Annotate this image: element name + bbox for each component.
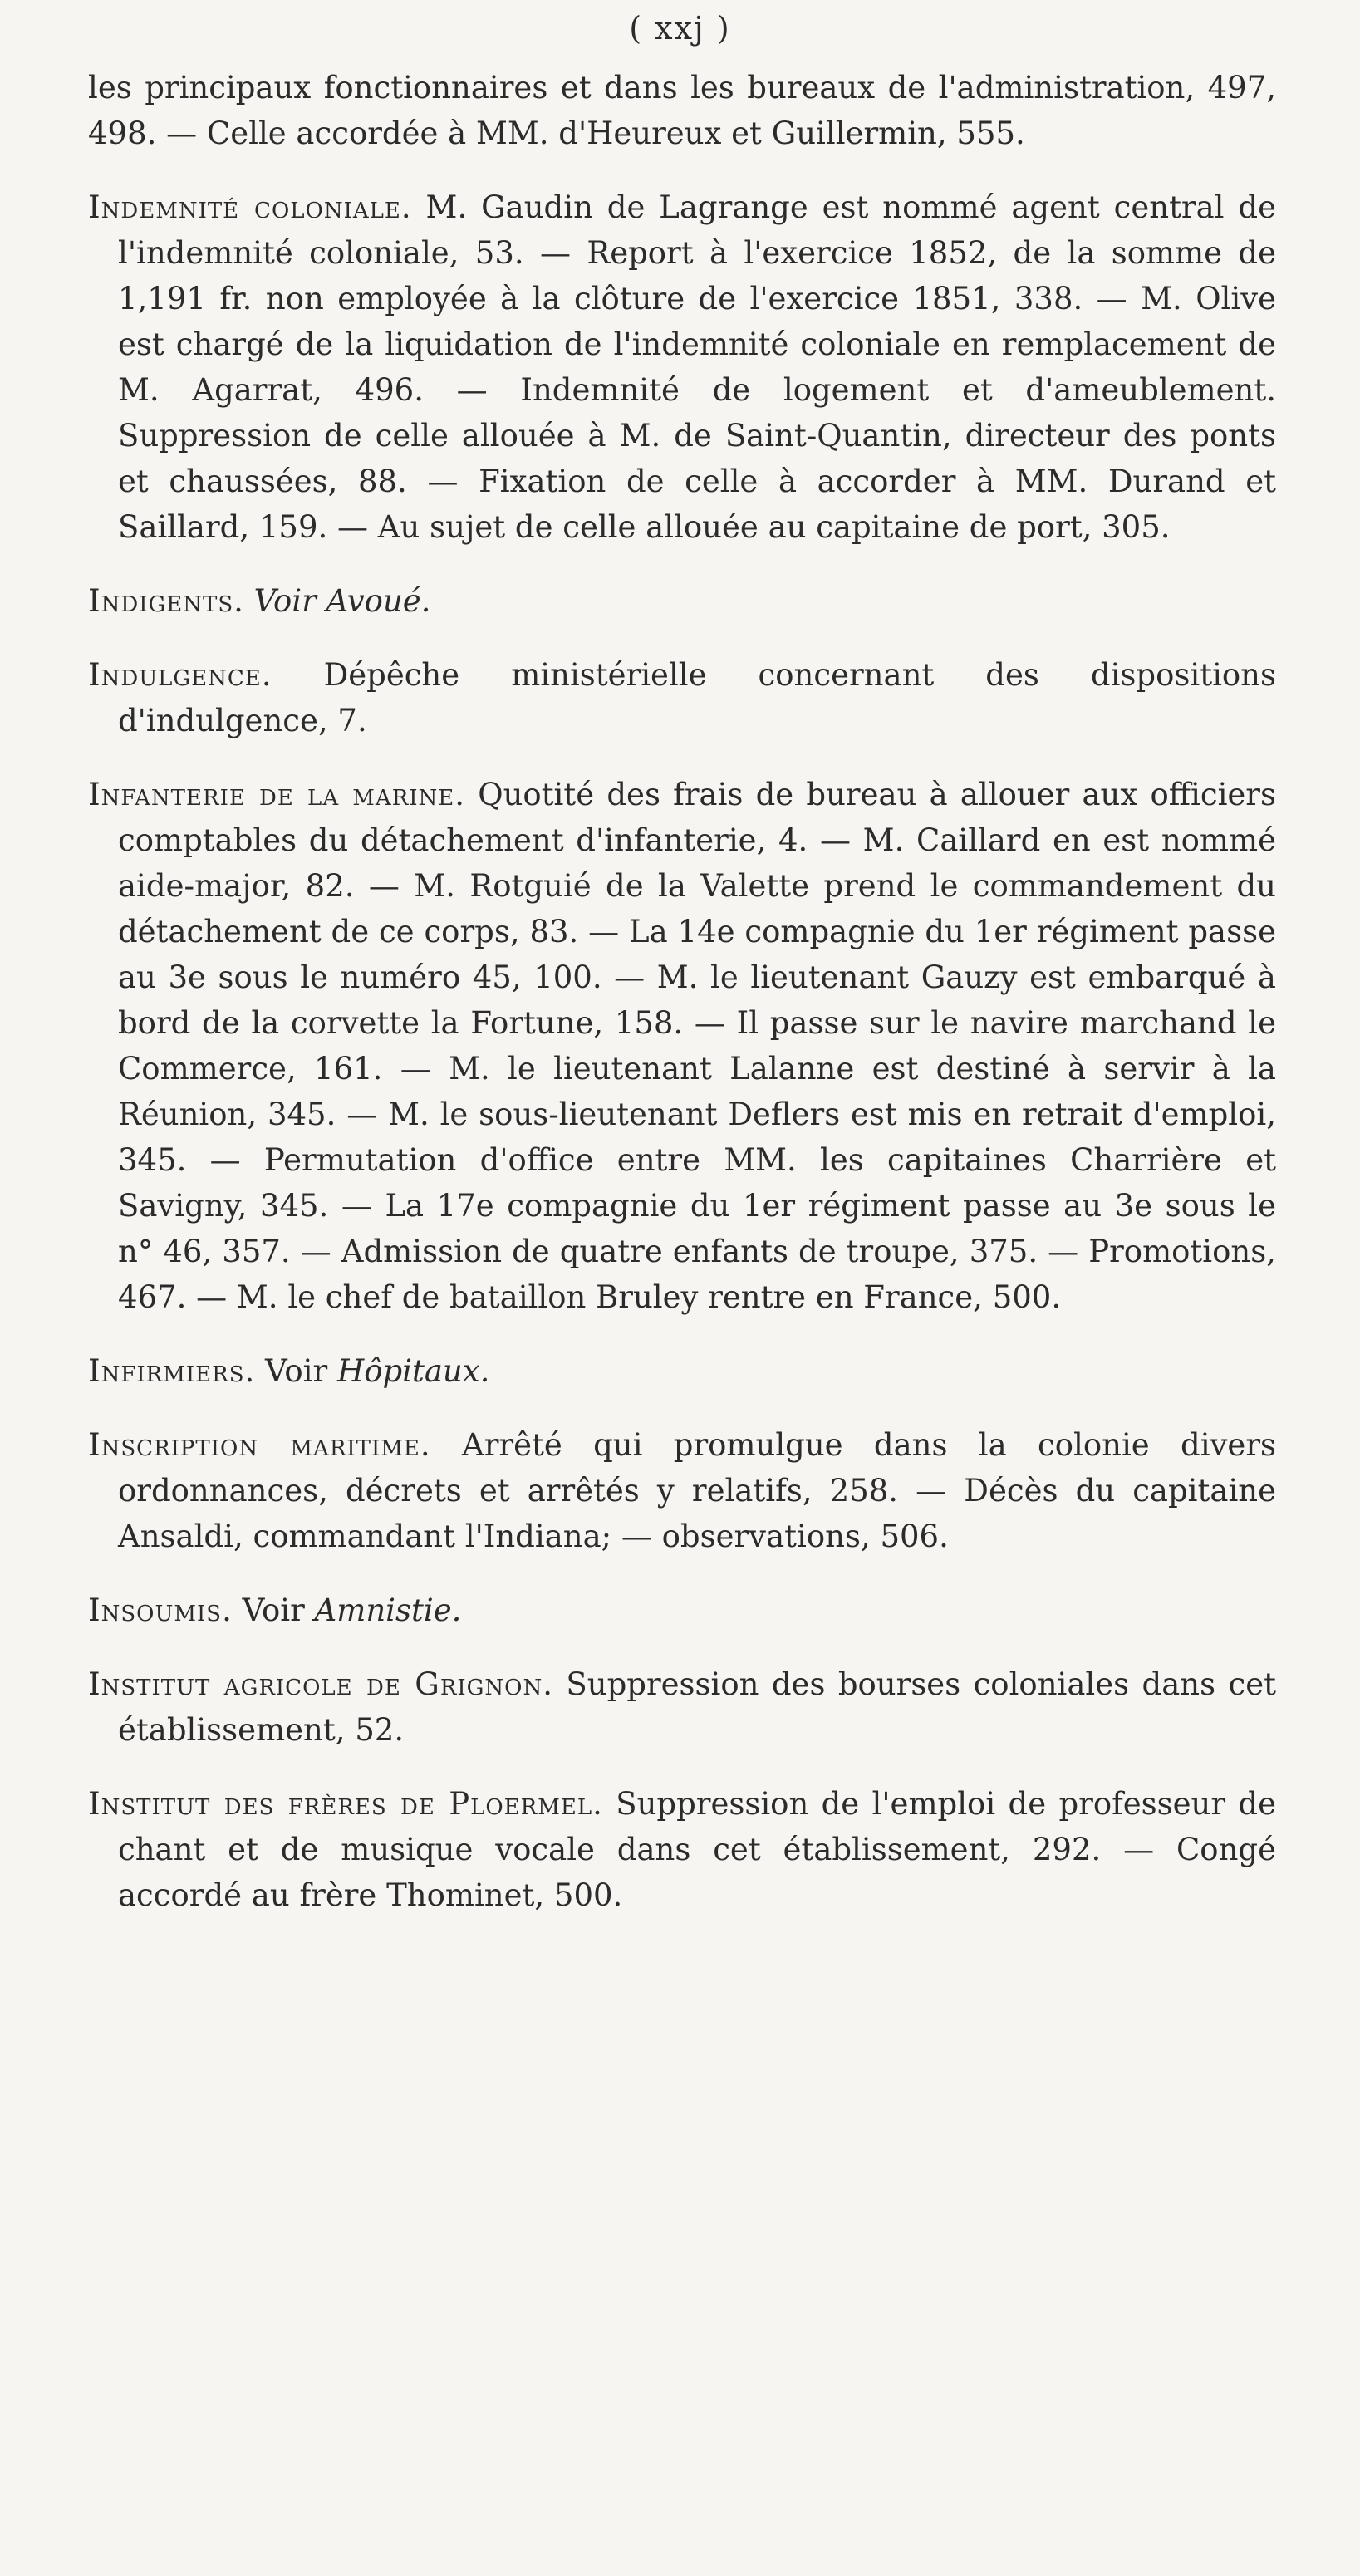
entry-text: Suppression de l'emploi de professeur de chant et de musique vocale dans cet établissement, 292. — Congé accordé au frère Thominet, 500. [118,1786,1276,1913]
entry-cross-reference: Hôpitaux. [336,1353,490,1389]
index-entry-indigents [88,578,1276,624]
entry-text: M. Gaudin de Lagrange est nommé agent central de l'indemnité coloniale, 53. — Report à l'exercice 1852, de la somme de 1,191 fr. non employée à la clôture de l'exercice 1851, 338. — M. Olive est chargé de la liquidation de l'indemnité coloniale en remplacement de M. Agarrat, 496. — Indemnité de logement et d'ameublement. Suppression de celle allouée à M. de Saint-Quantin, directeur des ponts et chaussées, 88. — Fixation de celle à accorder à MM. Durand et Saillard, 159. — Au sujet de celle allouée au capitaine de port, 305. [118,189,1276,545]
entry-headword: Indigents. [88,583,244,619]
page-number: ( xxj ) [629,10,731,47]
entry-headword: Indulgence. [88,657,272,693]
entry-text: Suppression des bourses coloniales dans cet établissement, 52. [118,1666,1276,1748]
index-entry-indemnite-coloniale [88,184,1276,550]
entry-text-prefix: Voir [255,1353,337,1389]
index-entry-institut-agricole-de-grignon [88,1661,1276,1753]
entry-headword: Insoumis. [88,1592,233,1628]
entry-text-prefix [244,583,254,619]
entry-text: Dépêche ministérielle concernant des dispositions d'indulgence, 7. [118,657,1276,738]
entry-text: Arrêté qui promulgue dans la colonie divers ordonnances, décrets et arrêtés y relatifs, 258. — Décès du capitaine Ansaldi, commandant l'Indiana; — observations, 506. [118,1427,1277,1554]
entry-headword: Infanterie de la marine. [88,777,466,812]
entry-text: les principaux fonctionnaires et dans les bureaux de l'administration, 497, 498. — Celle accordée à MM. d'Heureux et Guillermin, 555. [88,70,1276,151]
entry-text: Quotité des frais de bureau à allouer aux officiers comptables du détachement d'infanterie, 4. — M. Caillard en est nommé aide-major, 82. — M. Rotguié de la Valette prend le commandement du détachement de ce corps, 83. — La 14e compagnie du 1er régiment passe au 3e sous le numéro 45, 100. — M. le lieutenant Gauzy est embarqué à bord de la corvette la Fortune, 158. — Il passe sur le navire marchand le Commerce, 161. — M. le lieutenant Lalanne est destiné à servir à la Réunion, 345. — M. le sous-lieutenant Deflers est mis en retrait d'emploi, 345. — Permutation d'office entre MM. les capitaines Charrière et Savigny, 345. — La 17e compagnie du 1er régiment passe au 3e sous le n° 46, 357. — Admission de quatre enfants de troupe, 375. — Promotions, 467. — M. le chef de bataillon Bruley rentre en France, 500. [118,777,1276,1315]
index-entries [88,65,1276,1946]
index-entry-continuation [88,65,1276,156]
entry-headword: Indemnité coloniale. [88,189,412,225]
entry-cross-reference: Amnistie. [314,1592,462,1628]
entry-text-prefix: Voir [232,1592,315,1628]
index-entry-insoumis [88,1587,1276,1633]
entry-headword: Institut agricole de Grignon. [88,1666,554,1702]
entry-headword: Inscription maritime. [88,1427,431,1463]
entry-cross-reference: Voir Avoué. [253,583,431,619]
index-entry-infanterie-de-la-marine [88,772,1276,1320]
entry-headword: Institut des frères de Ploermel. [88,1786,603,1822]
index-entry-institut-des-freres-de-ploermel [88,1781,1276,1918]
index-entry-infirmiers [88,1348,1276,1394]
index-entry-indulgence [88,652,1276,743]
entry-headword: Infirmiers. [88,1353,256,1389]
index-entry-inscription-maritime [88,1422,1276,1559]
